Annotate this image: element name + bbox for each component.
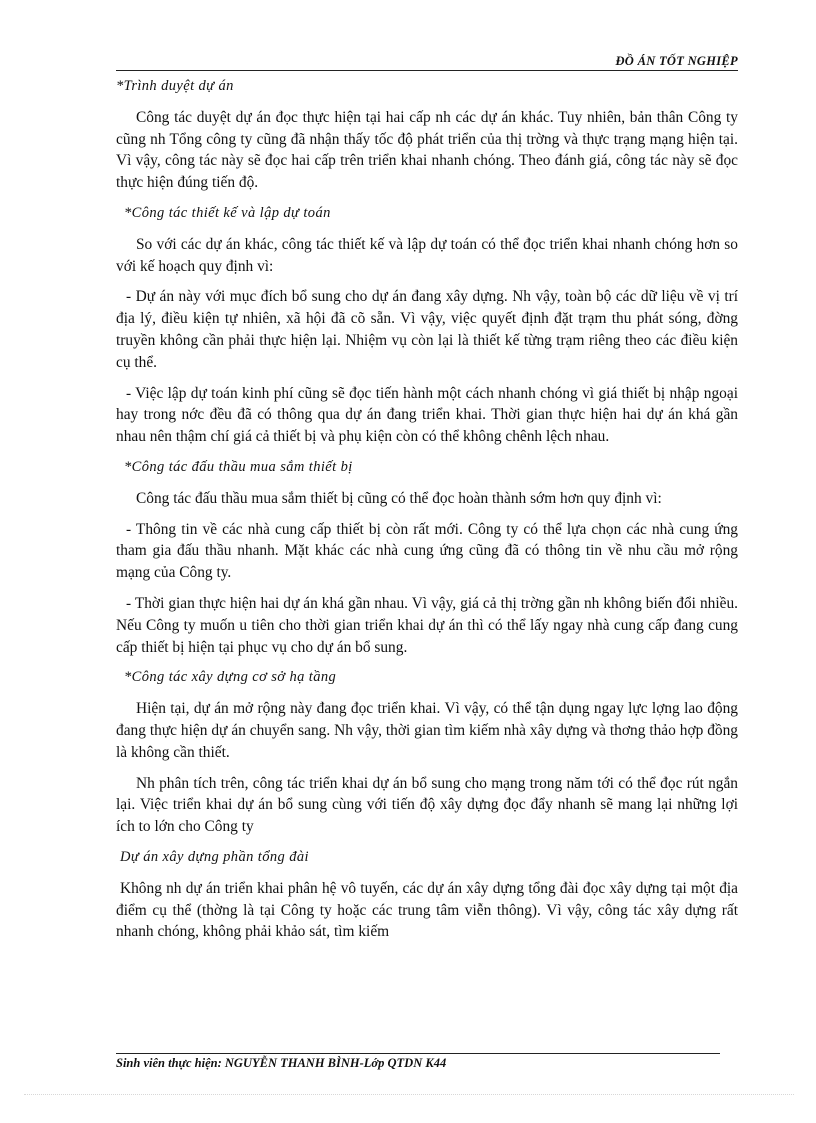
section-heading-trinh-duyet: *Trình duyệt dự án (116, 78, 234, 94)
footer-text: Sinh viên thực hiện: NGUYỄN THANH BÌNH-Lớp QTDN K44 (116, 1056, 447, 1070)
footer-rule (116, 1053, 720, 1054)
document-body (116, 76, 738, 943)
paragraph: Hiện tại, dự án mở rộng này đang đọc triển khai. Vì vậy, có thể tận dụng ngay lực lợng lao động đang thực hiện dự án chuyển sang. Nh vậy, thời gian tìm kiếm nhà xây dựng và thơng thảo hợp đồng là không cần thiết. (116, 700, 738, 761)
header-title: ĐỒ ÁN TỐT NGHIỆP (615, 54, 738, 68)
paragraph: Không nh dự án triển khai phân hệ vô tuyến, các dự án xây dựng tổng đài đọc xây dựng tại một địa điểm cụ thể (thờng là tại Công ty hoặc các trung tâm viễn thông). Vì vậy, công tác xây dựng rất nhanh chóng, không phải khảo sát, tìm kiếm (116, 879, 738, 941)
paragraph: Nh phân tích trên, công tác triển khai dự án bổ sung cho mạng trong năm tới có thể đọc rút ngắn lại. Việc triển khai dự án bổ sung cùng với tiến độ xây dựng đọc đẩy nhanh sẽ mang lại những lợi ích to lớn cho Công ty (116, 774, 738, 836)
paragraph: Công tác đấu thầu mua sắm thiết bị cũng có thể đọc hoàn thành sớm hơn quy định vì: (136, 489, 662, 507)
section-heading-tong-dai: Dự án xây dựng phần tổng đài (120, 848, 309, 865)
paragraph: - Thời gian thực hiện hai dự án khá gần nhau. Vì vậy, giá cả thị trờng gần nh không biến đổi nhiều. Nếu Công ty muốn u tiên cho thời gian triển khai dự án thì có thể lấy ngay nhà cung cấp đang cung cấp thiết bị hiện tại phục vụ cho dự án bổ sung. (116, 594, 738, 656)
paragraph: - Dự án này với mục đích bổ sung cho dự án đang xây dựng. Nh vậy, toàn bộ các dữ liệu về vị trí địa lý, điều kiện tự nhiên, xã hội đã cõ sẵn. Vì vậy, việc quyết định đặt trạm thu phát sóng, đờng truyền không cần phải thực hiện lại. Nhiệm vụ còn lại là thiết kế từng trạm riêng theo các điều kiện cụ thể. (116, 288, 738, 371)
section-heading-dau-thau: *Công tác đấu thầu mua sắm thiết bị (124, 458, 353, 475)
paragraph: So với các dự án khác, công tác thiết kế và lập dự toán có thể đọc triển khai nhanh chóng hơn so với kế hoạch quy định vì: (116, 235, 738, 275)
header-rule (116, 70, 738, 71)
section-heading-xay-dung: *Công tác xây dựng cơ sở hạ tầng (124, 669, 337, 686)
paragraph: Công tác duyệt dự án đọc thực hiện tại hai cấp nh các dự án khác. Tuy nhiên, bản thân Công ty cũng nh Tổng công ty cũng đã nhận thấy tốc độ phát triển của thị trờng và thực trạng mạng hiện tại. Vì vậy, công tác này sẽ đọc hai cấp trên triển khai nhanh chóng. Theo đánh giá, công tác này sẽ đọc thực hiện đúng tiến độ. (116, 108, 738, 192)
paragraph: - Thông tin về các nhà cung cấp thiết bị còn rất mới. Công ty có thể lựa chọn các nhà cung ứng tham gia đấu thầu nhanh. Mặt khác các nhà cung ứng cũng đã có thông tin về nhu cầu mở rộng mạng của Công ty. (116, 520, 738, 582)
paragraph: - Việc lập dự toán kinh phí cũng sẽ đọc tiến hành một cách nhanh chóng vì giá thiết bị nhập ngoại hay trong nớc đều đã có thông qua dự án đang triển khai. Thời gian thực hiện hai dự án khá gần nhau nên thậm chí giá cả thiết bị và phụ kiện còn có thể không chênh lệch nhau. (116, 384, 738, 446)
section-heading-thiet-ke: *Công tác thiết kế và lập dự toán (124, 204, 331, 221)
page-edge (24, 1094, 794, 1095)
